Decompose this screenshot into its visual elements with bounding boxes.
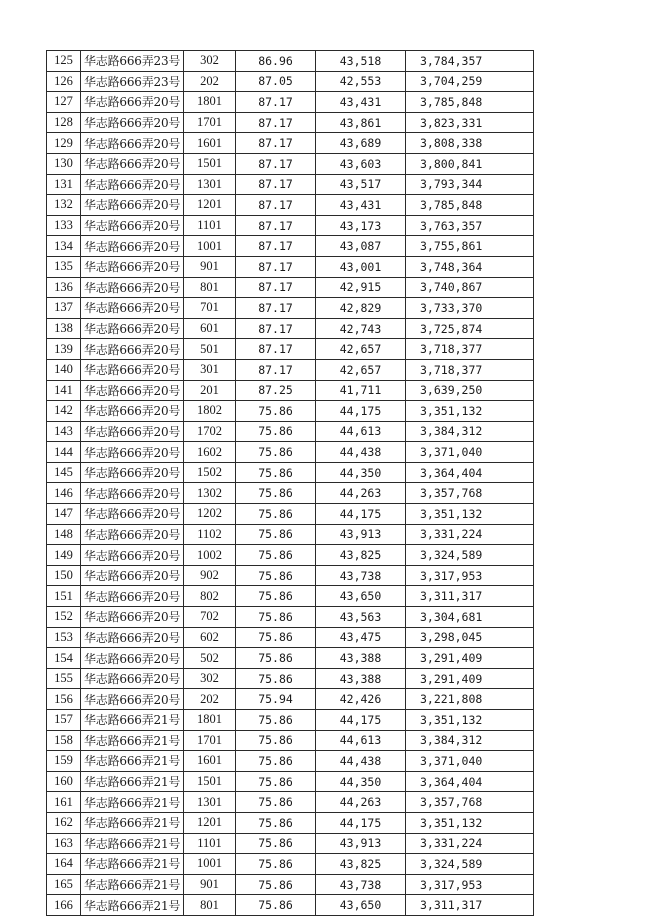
total-price-cell: 3,324,589 — [406, 545, 534, 566]
unit-price-cell: 44,263 — [316, 483, 406, 504]
unit-price-cell: 43,861 — [316, 112, 406, 133]
address-cell: 华志路666弄21号 — [81, 833, 184, 854]
row-index-cell: 142 — [47, 401, 81, 422]
row-index-cell: 161 — [47, 792, 81, 813]
area-cell: 75.86 — [236, 627, 316, 648]
unit-price-cell: 43,475 — [316, 627, 406, 648]
total-price-cell: 3,351,132 — [406, 710, 534, 731]
unit-price-cell: 43,431 — [316, 92, 406, 113]
unit-price-cell: 42,829 — [316, 298, 406, 319]
row-index-cell: 138 — [47, 318, 81, 339]
unit-price-cell: 44,438 — [316, 751, 406, 772]
table-row — [47, 215, 534, 236]
area-cell: 75.86 — [236, 771, 316, 792]
unit-price-cell: 44,613 — [316, 730, 406, 751]
room-number-cell: 902 — [184, 565, 236, 586]
total-price-cell: 3,784,357 — [406, 51, 534, 72]
area-cell: 87.25 — [236, 380, 316, 401]
table-row — [47, 648, 534, 669]
table-row — [47, 462, 534, 483]
unit-price-cell: 42,743 — [316, 318, 406, 339]
row-index-cell: 156 — [47, 689, 81, 710]
row-index-cell: 126 — [47, 71, 81, 92]
room-number-cell: 1602 — [184, 442, 236, 463]
unit-price-cell: 41,711 — [316, 380, 406, 401]
total-price-cell: 3,755,861 — [406, 236, 534, 257]
table-row — [47, 545, 534, 566]
table-row — [47, 153, 534, 174]
total-price-cell: 3,364,404 — [406, 462, 534, 483]
room-number-cell: 802 — [184, 586, 236, 607]
row-index-cell: 157 — [47, 710, 81, 731]
room-number-cell: 701 — [184, 298, 236, 319]
unit-price-cell: 44,175 — [316, 504, 406, 525]
unit-price-cell: 43,388 — [316, 668, 406, 689]
room-number-cell: 1201 — [184, 812, 236, 833]
unit-price-cell: 44,613 — [316, 421, 406, 442]
address-cell: 华志路666弄21号 — [81, 812, 184, 833]
address-cell: 华志路666弄20号 — [81, 504, 184, 525]
address-cell: 华志路666弄20号 — [81, 462, 184, 483]
address-cell: 华志路666弄20号 — [81, 545, 184, 566]
area-cell: 87.17 — [236, 236, 316, 257]
total-price-cell: 3,371,040 — [406, 442, 534, 463]
address-cell: 华志路666弄20号 — [81, 318, 184, 339]
row-index-cell: 140 — [47, 359, 81, 380]
row-index-cell: 149 — [47, 545, 81, 566]
room-number-cell: 801 — [184, 895, 236, 916]
address-cell: 华志路666弄21号 — [81, 751, 184, 772]
total-price-cell: 3,317,953 — [406, 874, 534, 895]
total-price-cell: 3,317,953 — [406, 565, 534, 586]
area-cell: 75.86 — [236, 874, 316, 895]
row-index-cell: 160 — [47, 771, 81, 792]
table-row — [47, 71, 534, 92]
row-index-cell: 137 — [47, 298, 81, 319]
address-cell: 华志路666弄20号 — [81, 586, 184, 607]
total-price-cell: 3,351,132 — [406, 401, 534, 422]
table-row — [47, 833, 534, 854]
table-row — [47, 195, 534, 216]
unit-price-cell: 43,689 — [316, 133, 406, 154]
row-index-cell: 134 — [47, 236, 81, 257]
room-number-cell: 1601 — [184, 133, 236, 154]
address-cell: 华志路666弄20号 — [81, 112, 184, 133]
total-price-cell: 3,718,377 — [406, 359, 534, 380]
address-cell: 华志路666弄20号 — [81, 483, 184, 504]
total-price-cell: 3,291,409 — [406, 668, 534, 689]
table-row — [47, 236, 534, 257]
address-cell: 华志路666弄20号 — [81, 277, 184, 298]
table-row — [47, 874, 534, 895]
room-number-cell: 1502 — [184, 462, 236, 483]
table-row — [47, 730, 534, 751]
area-cell: 87.17 — [236, 298, 316, 319]
total-price-cell: 3,718,377 — [406, 339, 534, 360]
room-number-cell: 1501 — [184, 153, 236, 174]
table-row — [47, 380, 534, 401]
room-number-cell: 1501 — [184, 771, 236, 792]
address-cell: 华志路666弄20号 — [81, 607, 184, 628]
row-index-cell: 159 — [47, 751, 81, 772]
row-index-cell: 162 — [47, 812, 81, 833]
room-number-cell: 1302 — [184, 483, 236, 504]
table-row — [47, 586, 534, 607]
total-price-cell: 3,331,224 — [406, 833, 534, 854]
table-row — [47, 771, 534, 792]
total-price-cell: 3,763,357 — [406, 215, 534, 236]
table-row — [47, 401, 534, 422]
table-row — [47, 421, 534, 442]
address-cell: 华志路666弄21号 — [81, 730, 184, 751]
unit-price-cell: 43,001 — [316, 256, 406, 277]
area-cell: 75.86 — [236, 668, 316, 689]
address-cell: 华志路666弄23号 — [81, 71, 184, 92]
total-price-cell: 3,371,040 — [406, 751, 534, 772]
row-index-cell: 155 — [47, 668, 81, 689]
row-index-cell: 153 — [47, 627, 81, 648]
room-number-cell: 1102 — [184, 524, 236, 545]
total-price-cell: 3,785,848 — [406, 92, 534, 113]
room-number-cell: 1001 — [184, 854, 236, 875]
total-price-cell: 3,725,874 — [406, 318, 534, 339]
room-number-cell: 1802 — [184, 401, 236, 422]
area-cell: 75.86 — [236, 462, 316, 483]
table-row — [47, 627, 534, 648]
total-price-cell: 3,331,224 — [406, 524, 534, 545]
unit-price-cell: 43,517 — [316, 174, 406, 195]
address-cell: 华志路666弄20号 — [81, 689, 184, 710]
total-price-cell: 3,823,331 — [406, 112, 534, 133]
row-index-cell: 128 — [47, 112, 81, 133]
unit-price-cell: 42,426 — [316, 689, 406, 710]
row-index-cell: 163 — [47, 833, 81, 854]
address-cell: 华志路666弄20号 — [81, 92, 184, 113]
address-cell: 华志路666弄20号 — [81, 442, 184, 463]
unit-price-cell: 43,650 — [316, 586, 406, 607]
table-row — [47, 689, 534, 710]
area-cell: 75.86 — [236, 895, 316, 916]
area-cell: 75.86 — [236, 565, 316, 586]
row-index-cell: 129 — [47, 133, 81, 154]
unit-price-cell: 43,173 — [316, 215, 406, 236]
total-price-cell: 3,785,848 — [406, 195, 534, 216]
area-cell: 87.17 — [236, 359, 316, 380]
unit-price-cell: 43,518 — [316, 51, 406, 72]
row-index-cell: 151 — [47, 586, 81, 607]
unit-price-cell: 43,913 — [316, 833, 406, 854]
room-number-cell: 1801 — [184, 710, 236, 731]
unit-price-cell: 43,825 — [316, 545, 406, 566]
address-cell: 华志路666弄20号 — [81, 421, 184, 442]
row-index-cell: 132 — [47, 195, 81, 216]
room-number-cell: 301 — [184, 359, 236, 380]
total-price-cell: 3,311,317 — [406, 586, 534, 607]
unit-price-cell: 42,553 — [316, 71, 406, 92]
row-index-cell: 164 — [47, 854, 81, 875]
room-number-cell: 502 — [184, 648, 236, 669]
row-index-cell: 147 — [47, 504, 81, 525]
address-cell: 华志路666弄20号 — [81, 339, 184, 360]
area-cell: 75.86 — [236, 545, 316, 566]
room-number-cell: 1101 — [184, 215, 236, 236]
row-index-cell: 146 — [47, 483, 81, 504]
area-cell: 87.05 — [236, 71, 316, 92]
address-cell: 华志路666弄20号 — [81, 648, 184, 669]
table-row — [47, 51, 534, 72]
area-cell: 75.86 — [236, 854, 316, 875]
area-cell: 86.96 — [236, 51, 316, 72]
area-cell: 75.86 — [236, 421, 316, 442]
total-price-cell: 3,800,841 — [406, 153, 534, 174]
unit-price-cell: 44,263 — [316, 792, 406, 813]
table-row — [47, 668, 534, 689]
row-index-cell: 158 — [47, 730, 81, 751]
total-price-cell: 3,357,768 — [406, 483, 534, 504]
room-number-cell: 1301 — [184, 174, 236, 195]
unit-price-cell: 43,563 — [316, 607, 406, 628]
table-row — [47, 298, 534, 319]
address-cell: 华志路666弄20号 — [81, 627, 184, 648]
unit-price-cell: 44,438 — [316, 442, 406, 463]
unit-price-cell: 43,431 — [316, 195, 406, 216]
table-row — [47, 751, 534, 772]
table-row — [47, 112, 534, 133]
table-row — [47, 92, 534, 113]
row-index-cell: 141 — [47, 380, 81, 401]
area-cell: 75.86 — [236, 401, 316, 422]
area-cell: 75.86 — [236, 504, 316, 525]
area-cell: 87.17 — [236, 174, 316, 195]
address-cell: 华志路666弄21号 — [81, 874, 184, 895]
address-cell: 华志路666弄20号 — [81, 256, 184, 277]
unit-price-cell: 43,825 — [316, 854, 406, 875]
unit-price-cell: 44,350 — [316, 771, 406, 792]
total-price-cell: 3,291,409 — [406, 648, 534, 669]
total-price-cell: 3,304,681 — [406, 607, 534, 628]
address-cell: 华志路666弄20号 — [81, 401, 184, 422]
row-index-cell: 130 — [47, 153, 81, 174]
address-cell: 华志路666弄20号 — [81, 133, 184, 154]
room-number-cell: 801 — [184, 277, 236, 298]
row-index-cell: 131 — [47, 174, 81, 195]
area-cell: 87.17 — [236, 256, 316, 277]
address-cell: 华志路666弄20号 — [81, 524, 184, 545]
total-price-cell: 3,351,132 — [406, 504, 534, 525]
area-cell: 87.17 — [236, 112, 316, 133]
area-cell: 75.86 — [236, 524, 316, 545]
area-cell: 75.86 — [236, 710, 316, 731]
room-number-cell: 702 — [184, 607, 236, 628]
area-cell: 87.17 — [236, 339, 316, 360]
area-cell: 75.86 — [236, 442, 316, 463]
table-row — [47, 565, 534, 586]
address-cell: 华志路666弄20号 — [81, 153, 184, 174]
area-cell: 75.94 — [236, 689, 316, 710]
area-cell: 75.86 — [236, 833, 316, 854]
table-row — [47, 174, 534, 195]
table-row — [47, 442, 534, 463]
row-index-cell: 150 — [47, 565, 81, 586]
table-row — [47, 792, 534, 813]
room-number-cell: 1702 — [184, 421, 236, 442]
address-cell: 华志路666弄20号 — [81, 236, 184, 257]
table-row — [47, 895, 534, 916]
room-number-cell: 201 — [184, 380, 236, 401]
unit-price-cell: 43,913 — [316, 524, 406, 545]
address-cell: 华志路666弄20号 — [81, 565, 184, 586]
table-row — [47, 359, 534, 380]
unit-price-cell: 43,738 — [316, 565, 406, 586]
room-number-cell: 1601 — [184, 751, 236, 772]
table-row — [47, 854, 534, 875]
row-index-cell: 144 — [47, 442, 81, 463]
unit-price-cell: 42,915 — [316, 277, 406, 298]
area-cell: 75.86 — [236, 648, 316, 669]
row-index-cell: 165 — [47, 874, 81, 895]
row-index-cell: 148 — [47, 524, 81, 545]
address-cell: 华志路666弄20号 — [81, 380, 184, 401]
room-number-cell: 1701 — [184, 112, 236, 133]
total-price-cell: 3,384,312 — [406, 730, 534, 751]
address-cell: 华志路666弄21号 — [81, 854, 184, 875]
room-number-cell: 302 — [184, 51, 236, 72]
room-number-cell: 901 — [184, 874, 236, 895]
unit-price-cell: 44,175 — [316, 812, 406, 833]
area-cell: 87.17 — [236, 153, 316, 174]
table-row — [47, 318, 534, 339]
area-cell: 75.86 — [236, 792, 316, 813]
total-price-cell: 3,324,589 — [406, 854, 534, 875]
area-cell: 87.17 — [236, 318, 316, 339]
table-row — [47, 277, 534, 298]
unit-price-cell: 43,087 — [316, 236, 406, 257]
area-cell: 75.86 — [236, 607, 316, 628]
room-number-cell: 1701 — [184, 730, 236, 751]
area-cell: 75.86 — [236, 751, 316, 772]
area-cell: 75.86 — [236, 812, 316, 833]
address-cell: 华志路666弄21号 — [81, 792, 184, 813]
total-price-cell: 3,298,045 — [406, 627, 534, 648]
unit-price-cell: 44,350 — [316, 462, 406, 483]
table-row — [47, 256, 534, 277]
total-price-cell: 3,733,370 — [406, 298, 534, 319]
unit-price-cell: 43,650 — [316, 895, 406, 916]
room-number-cell: 202 — [184, 689, 236, 710]
area-cell: 87.17 — [236, 92, 316, 113]
total-price-cell: 3,808,338 — [406, 133, 534, 154]
row-index-cell: 152 — [47, 607, 81, 628]
total-price-cell: 3,221,808 — [406, 689, 534, 710]
room-number-cell: 1101 — [184, 833, 236, 854]
room-number-cell: 1201 — [184, 195, 236, 216]
table-body — [47, 51, 534, 916]
total-price-cell: 3,639,250 — [406, 380, 534, 401]
room-number-cell: 1801 — [184, 92, 236, 113]
address-cell: 华志路666弄20号 — [81, 359, 184, 380]
total-price-cell: 3,704,259 — [406, 71, 534, 92]
address-cell: 华志路666弄20号 — [81, 174, 184, 195]
table-row — [47, 339, 534, 360]
unit-price-cell: 42,657 — [316, 359, 406, 380]
row-index-cell: 166 — [47, 895, 81, 916]
area-cell: 87.17 — [236, 133, 316, 154]
row-index-cell: 145 — [47, 462, 81, 483]
address-cell: 华志路666弄21号 — [81, 895, 184, 916]
table-row — [47, 812, 534, 833]
room-number-cell: 302 — [184, 668, 236, 689]
row-index-cell: 133 — [47, 215, 81, 236]
address-cell: 华志路666弄23号 — [81, 51, 184, 72]
total-price-cell: 3,351,132 — [406, 812, 534, 833]
table-row — [47, 133, 534, 154]
row-index-cell: 143 — [47, 421, 81, 442]
table-row — [47, 524, 534, 545]
total-price-cell: 3,384,312 — [406, 421, 534, 442]
unit-price-cell: 44,175 — [316, 401, 406, 422]
total-price-cell: 3,357,768 — [406, 792, 534, 813]
room-number-cell: 901 — [184, 256, 236, 277]
row-index-cell: 136 — [47, 277, 81, 298]
total-price-cell: 3,793,344 — [406, 174, 534, 195]
unit-price-cell: 43,388 — [316, 648, 406, 669]
address-cell: 华志路666弄21号 — [81, 710, 184, 731]
room-number-cell: 1001 — [184, 236, 236, 257]
room-number-cell: 601 — [184, 318, 236, 339]
address-cell: 华志路666弄21号 — [81, 771, 184, 792]
row-index-cell: 139 — [47, 339, 81, 360]
total-price-cell: 3,311,317 — [406, 895, 534, 916]
area-cell: 87.17 — [236, 277, 316, 298]
room-number-cell: 501 — [184, 339, 236, 360]
room-number-cell: 1301 — [184, 792, 236, 813]
address-cell: 华志路666弄20号 — [81, 298, 184, 319]
table-row — [47, 607, 534, 628]
unit-price-cell: 43,738 — [316, 874, 406, 895]
area-cell: 75.86 — [236, 586, 316, 607]
area-cell: 87.17 — [236, 195, 316, 216]
total-price-cell: 3,364,404 — [406, 771, 534, 792]
listing-table — [46, 50, 534, 916]
row-index-cell: 154 — [47, 648, 81, 669]
area-cell: 87.17 — [236, 215, 316, 236]
unit-price-cell: 43,603 — [316, 153, 406, 174]
unit-price-cell: 44,175 — [316, 710, 406, 731]
address-cell: 华志路666弄20号 — [81, 195, 184, 216]
table-row — [47, 504, 534, 525]
area-cell: 75.86 — [236, 483, 316, 504]
room-number-cell: 1202 — [184, 504, 236, 525]
area-cell: 75.86 — [236, 730, 316, 751]
unit-price-cell: 42,657 — [316, 339, 406, 360]
address-cell: 华志路666弄20号 — [81, 215, 184, 236]
room-number-cell: 202 — [184, 71, 236, 92]
row-index-cell: 127 — [47, 92, 81, 113]
room-number-cell: 1002 — [184, 545, 236, 566]
total-price-cell: 3,748,364 — [406, 256, 534, 277]
address-cell: 华志路666弄20号 — [81, 668, 184, 689]
row-index-cell: 125 — [47, 51, 81, 72]
row-index-cell: 135 — [47, 256, 81, 277]
total-price-cell: 3,740,867 — [406, 277, 534, 298]
table-row — [47, 710, 534, 731]
room-number-cell: 602 — [184, 627, 236, 648]
table-row — [47, 483, 534, 504]
